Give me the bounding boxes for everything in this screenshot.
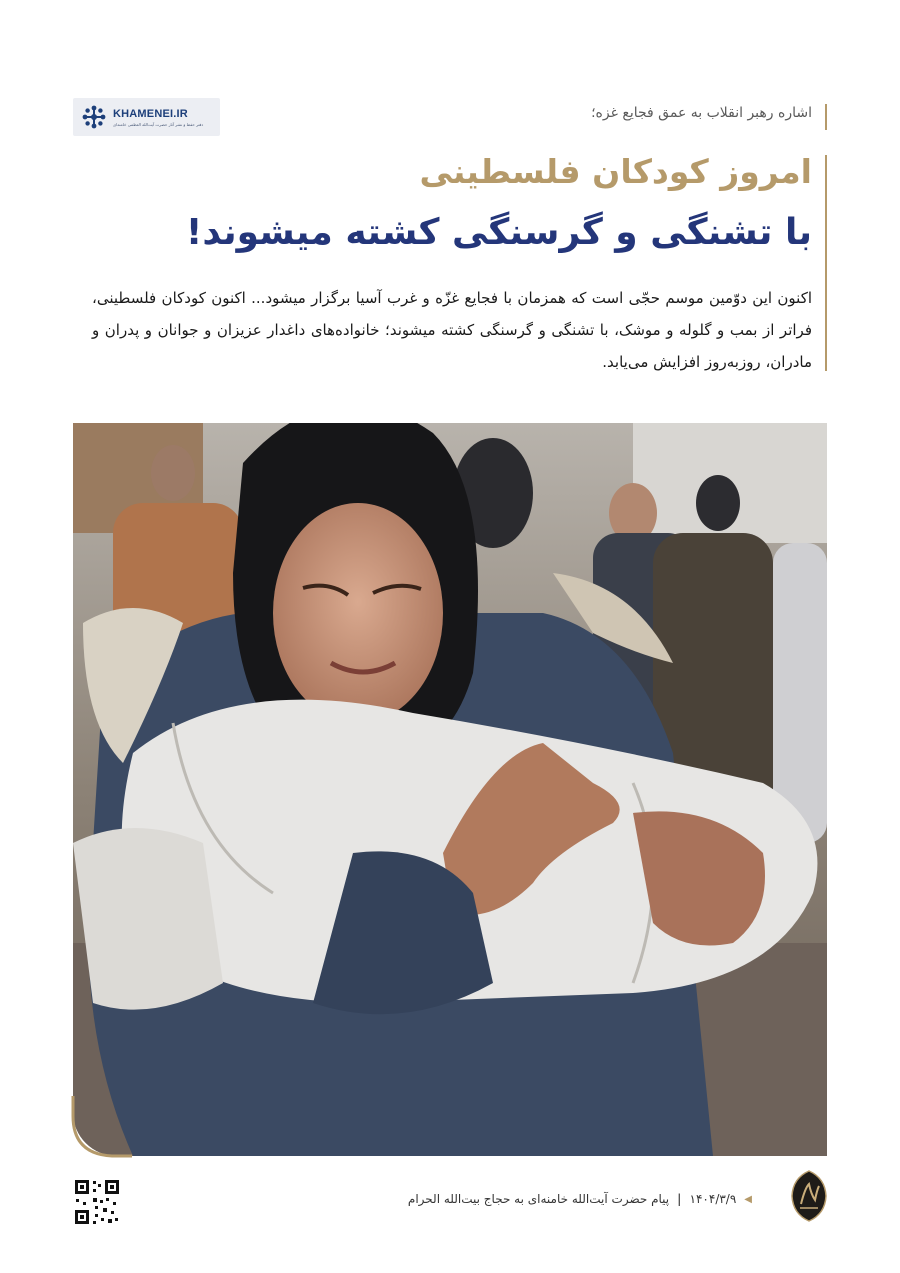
headline-accent-bar [825, 155, 827, 371]
calligraphy-emblem-icon [789, 1170, 829, 1222]
subtitle-accent-bar [825, 104, 827, 130]
logo-subtitle: دفتر حفظ و نشر آثار حضرت آیت‌الله العظمی خامنه‌ای [113, 121, 204, 127]
footer-caption [408, 1192, 752, 1206]
footer-source: پیام حضرت آیت‌الله خامنه‌ای به حجاج بیت‌الله الحرام [407, 1192, 670, 1206]
qr-code-icon[interactable] [73, 1178, 121, 1226]
triangle-bullet-icon: ◀ [744, 1193, 752, 1205]
footer-separator: | [677, 1192, 682, 1206]
headline-line-2: با تشنگی و گرسنگی کشته میشوند! [185, 212, 812, 253]
logo-snowflake-icon [81, 104, 107, 130]
logo-name: KHAMENEI.IR [113, 107, 188, 120]
footer-date: ۱۴۰۴/۳/۹ [689, 1192, 737, 1206]
main-photo [73, 423, 827, 1156]
kicker-subtitle: اشاره رهبر انقلاب به عمق فجایع غزه؛ [591, 105, 812, 121]
headline-line-1: امروز کودکان فلسطینی [419, 152, 812, 191]
quote-body: اکنون این دوّمین موسم حجّی است که همزمان با فجایع غزّه و غرب آسیا برگزار میشود... اکنون کودکان فلسطینی، فراتر از بمب و گلوله و موشک، با تشنگی و گرسنگی کشته میشوند؛ خانواده‌های داغدار عزیزان و جوانان و پدران و مادران، روزبه‌روز افزایش می‌یابد. [92, 289, 812, 371]
site-logo[interactable] [73, 98, 220, 136]
